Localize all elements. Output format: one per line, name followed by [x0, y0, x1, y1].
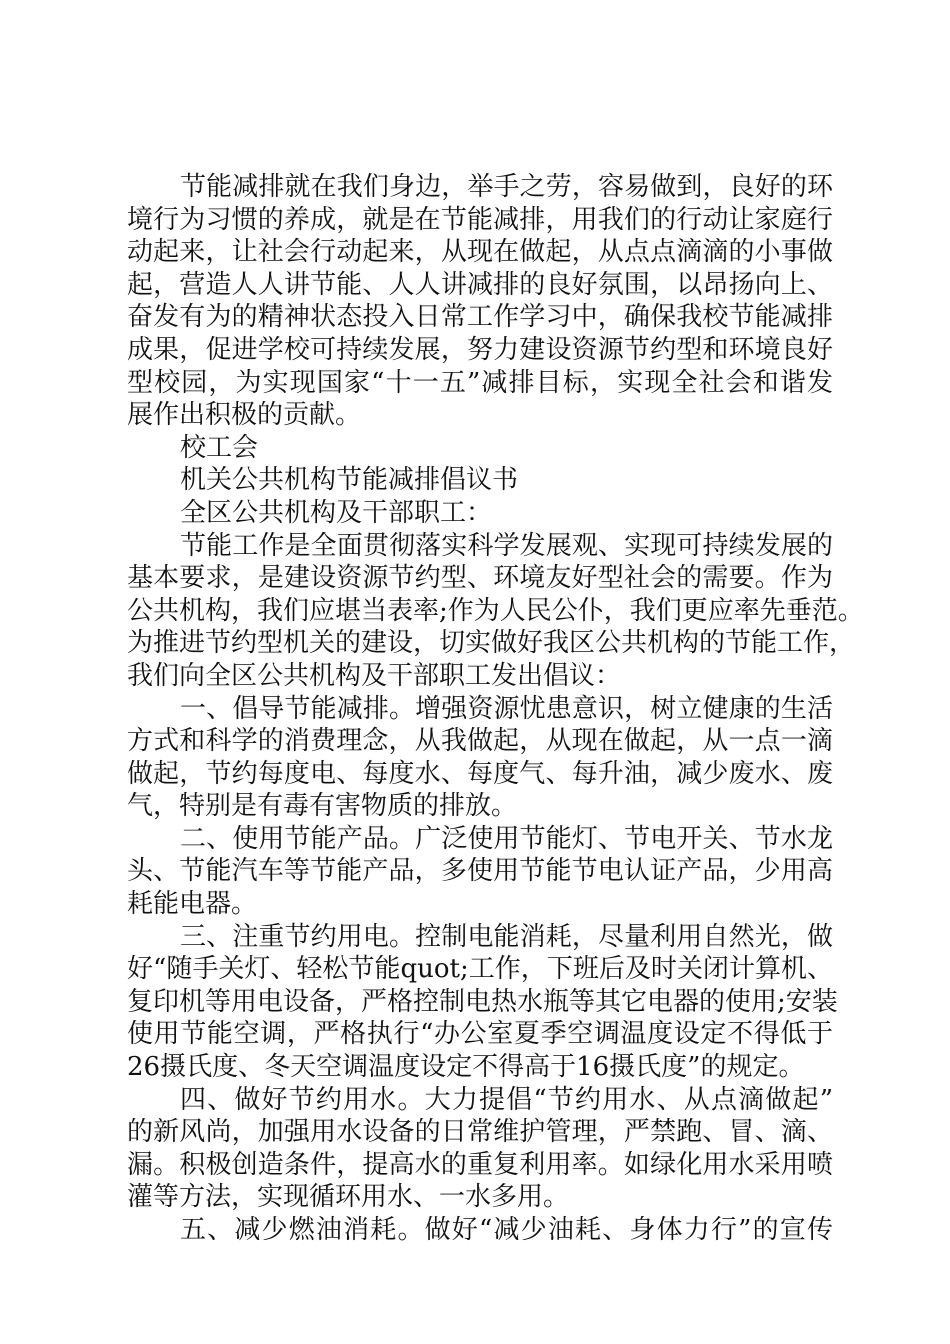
text-line: 节能减排就在我们身边，举手之劳，容易做到，良好的环 [180, 172, 833, 202]
text-line: 一、倡导节能减排。增强资源忧患意识，树立健康的生活 [180, 693, 833, 724]
text-line: 型校园，为实现国家“十一五”减排目标，实现全社会和谐发 [127, 367, 833, 398]
text-line: 方式和科学的消费理念，从我做起，从现在做起，从一点一滴 [127, 726, 833, 757]
text-line: 展作出积极的贡献。 [127, 400, 362, 431]
text-line: 动起来，让社会行动起来，从现在做起，从点点滴滴的小事做 [127, 237, 833, 268]
text-line: 使用节能空调，严格执行“办公室夏季空调温度设定不得低于 [127, 1019, 833, 1050]
document-body [127, 171, 864, 1247]
text-line: 的新风尚，加强用水设备的日常维护管理，严禁跑、冒、滴、 [127, 1117, 833, 1148]
text-line: 灌等方法，实现循环用水、一水多用。 [127, 1182, 570, 1213]
text-line: 气，特别是有毒有害物质的排放。 [127, 791, 518, 822]
text-line: 节能工作是全面贯彻落实科学发展观、实现可持续发展的 [180, 530, 833, 561]
text-line: 境行为习惯的养成，就是在节能减排，用我们的行动让家庭行 [127, 204, 833, 235]
text-line: 全区公共机构及干部职工： [180, 497, 493, 528]
text-line: 复印机等用电设备，严格控制电热水瓶等其它电器的使用;安装 [127, 986, 838, 1017]
text-line: 我们向全区公共机构及干部职工发出倡议： [127, 660, 622, 691]
text-line: 奋发有为的精神状态投入日常工作学习中，确保我校节能减排 [127, 302, 833, 333]
text-line: 机关公共机构节能减排倡议书 [180, 465, 519, 496]
text-line: 三、注重节约用电。控制电能消耗，尽量利用自然光，做 [180, 921, 833, 952]
text-line: 四、做好节约用水。大力提倡“节约用水、从点滴做起” [180, 1084, 833, 1115]
text-line: 五、减少燃油消耗。做好“减少油耗、身体力行”的宣传 [180, 1215, 833, 1245]
text-line: 26摄氏度、冬天空调温度设定不得高于16摄氏度”的规定。 [127, 1052, 805, 1083]
text-line: 成果，促进学校可持续发展，努力建设资源节约型和环境良好 [127, 334, 833, 365]
text-line: 漏。积极创造条件，提高水的重复利用率。如绿化用水采用喷 [127, 1149, 833, 1180]
text-line: 二、使用节能产品。广泛使用节能灯、节电开关、节水龙 [180, 823, 833, 854]
text-line: 公共机构，我们应堪当表率;作为人民公仆，我们更应率先垂范。 [127, 595, 864, 626]
text-line: 为推进节约型机关的建设，切实做好我区公共机构的节能工作， [127, 628, 856, 659]
text-line: 做起，节约每度电、每度水、每度气、每升油，减少废水、废 [127, 758, 833, 789]
text-line: 耗能电器。 [127, 889, 258, 920]
text-line: 好“随手关灯、轻松节能quot;工作，下班后及时关闭计算机、 [127, 954, 833, 985]
text-line: 起，营造人人讲节能、人人讲减排的良好氛围，以昂扬向上、 [127, 269, 833, 300]
text-line: 校工会 [180, 432, 259, 463]
text-line: 基本要求，是建设资源节约型、环境友好型社会的需要。作为 [127, 563, 833, 594]
text-line: 头、节能汽车等节能产品，多使用节能节电认证产品，少用高 [127, 856, 833, 887]
